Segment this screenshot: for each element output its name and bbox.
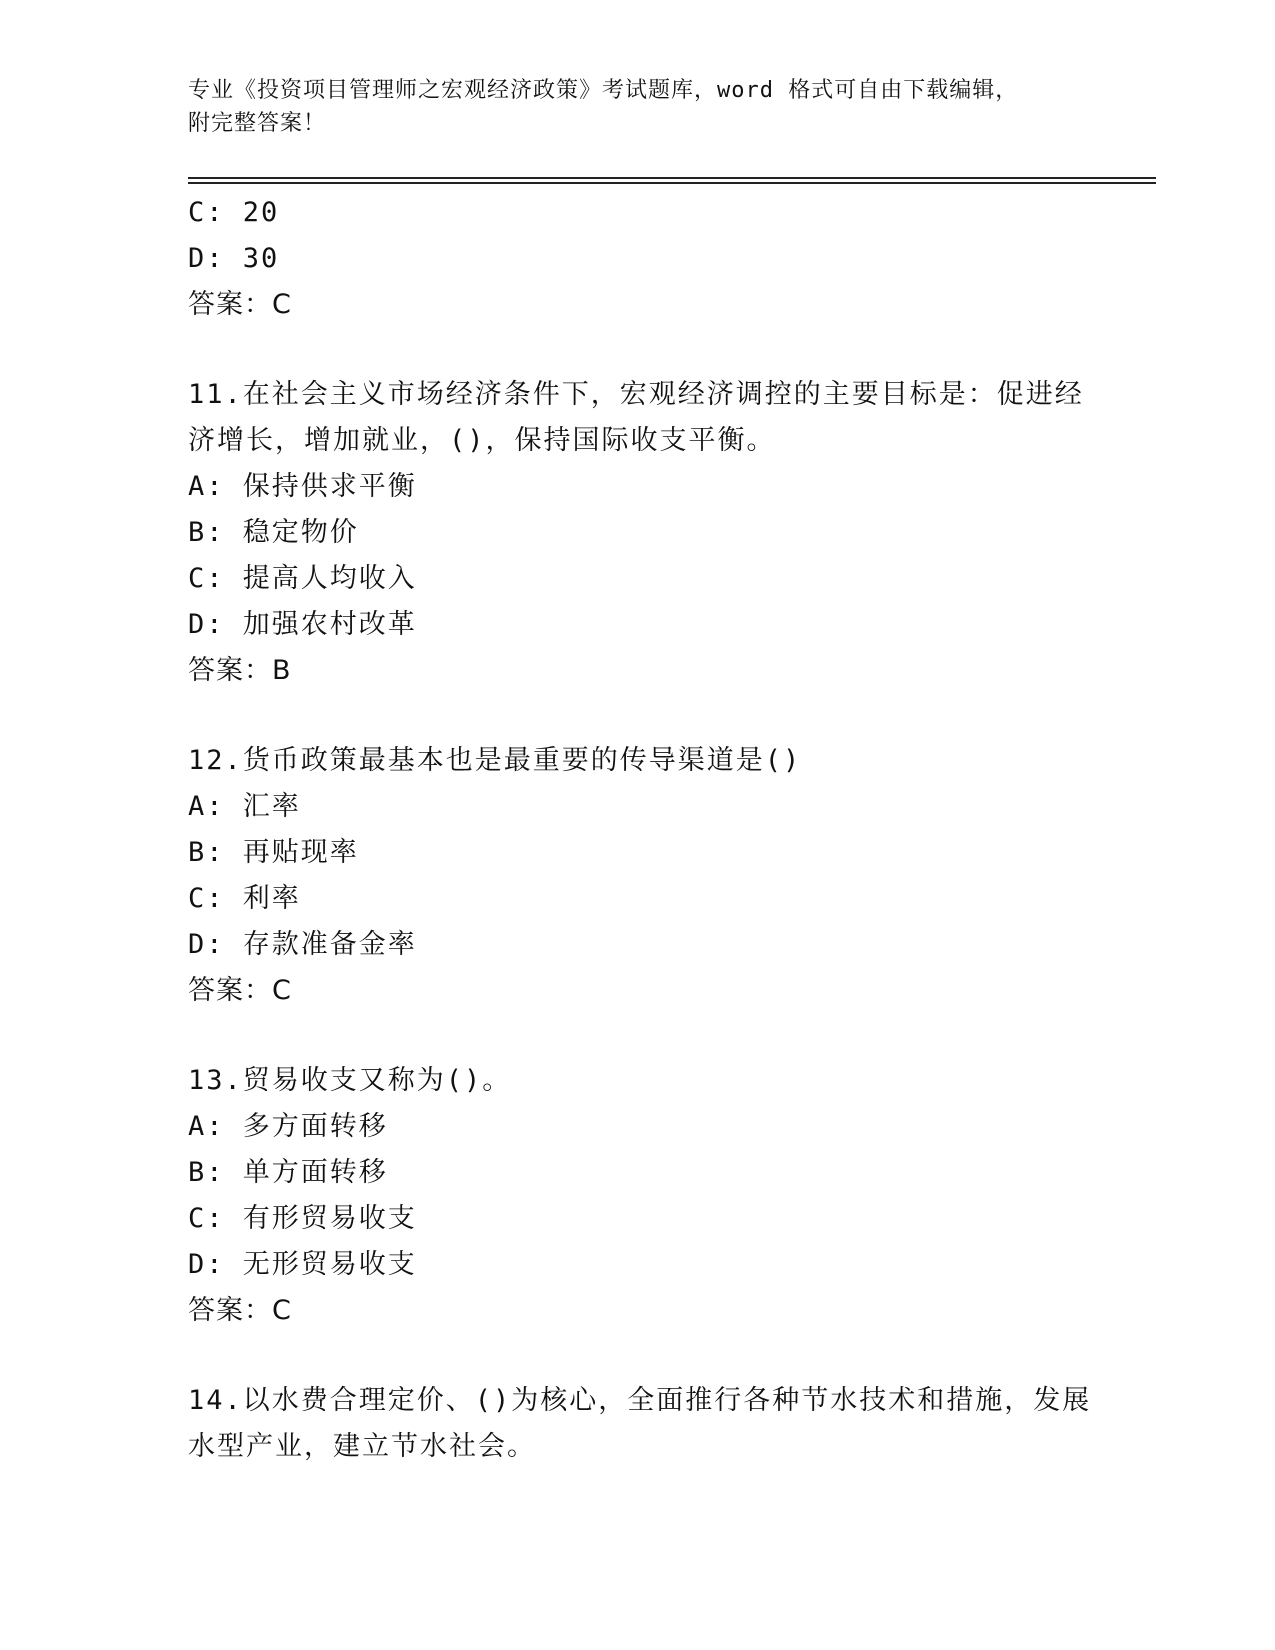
option-c: C: 有形贸易收支 — [188, 1203, 417, 1234]
question-text: 济增长，增加就业，()，保持国际收支平衡。 — [188, 425, 776, 456]
spacer — [188, 328, 1088, 372]
header-divider-top — [188, 177, 1156, 179]
spacer — [188, 1334, 1088, 1378]
option-a: A: 汇率 — [188, 791, 301, 822]
option-b: B: 再贴现率 — [188, 837, 359, 868]
option-c: C: 提高人均收入 — [188, 563, 417, 594]
question-14 — [188, 1378, 1092, 1470]
option-c: C: 20 — [188, 197, 280, 228]
document-header — [188, 74, 1088, 140]
option-d: D: 加强农村改革 — [188, 609, 417, 640]
question-12 — [188, 738, 1088, 1014]
question-text: 14.以水费合理定价、()为核心，全面推行各种节水技术和措施，发展 — [188, 1385, 1092, 1416]
question-text: 13.贸易收支又称为()。 — [188, 1065, 512, 1096]
option-a: A: 多方面转移 — [188, 1111, 388, 1142]
question-content — [188, 190, 1092, 1470]
spacer — [188, 1014, 1088, 1058]
option-b: B: 稳定物价 — [188, 517, 359, 548]
carryover-block — [188, 190, 1088, 328]
option-d: D: 30 — [188, 243, 280, 274]
answer-line: 答案：B — [188, 655, 292, 686]
answer-line: 答案：C — [188, 289, 292, 320]
option-d: D: 存款准备金率 — [188, 929, 417, 960]
header-line-2: 附完整答案！ — [188, 111, 327, 136]
header-line-1: 专业《投资项目管理师之宏观经济政策》考试题库，word 格式可自由下载编辑， — [188, 78, 1019, 103]
question-11 — [188, 372, 1088, 694]
question-13 — [188, 1058, 1088, 1334]
header-divider-bottom — [188, 182, 1156, 184]
answer-line: 答案：C — [188, 1295, 292, 1326]
question-text: 水型产业，建立节水社会。 — [188, 1431, 536, 1462]
option-d: D: 无形贸易收支 — [188, 1249, 417, 1280]
spacer — [188, 694, 1088, 738]
option-b: B: 单方面转移 — [188, 1157, 388, 1188]
option-a: A: 保持供求平衡 — [188, 471, 417, 502]
answer-line: 答案：C — [188, 975, 292, 1006]
option-c: C: 利率 — [188, 883, 301, 914]
question-text: 11.在社会主义市场经济条件下，宏观经济调控的主要目标是：促进经 — [188, 379, 1084, 410]
question-text: 12.货币政策最基本也是最重要的传导渠道是() — [188, 745, 802, 776]
